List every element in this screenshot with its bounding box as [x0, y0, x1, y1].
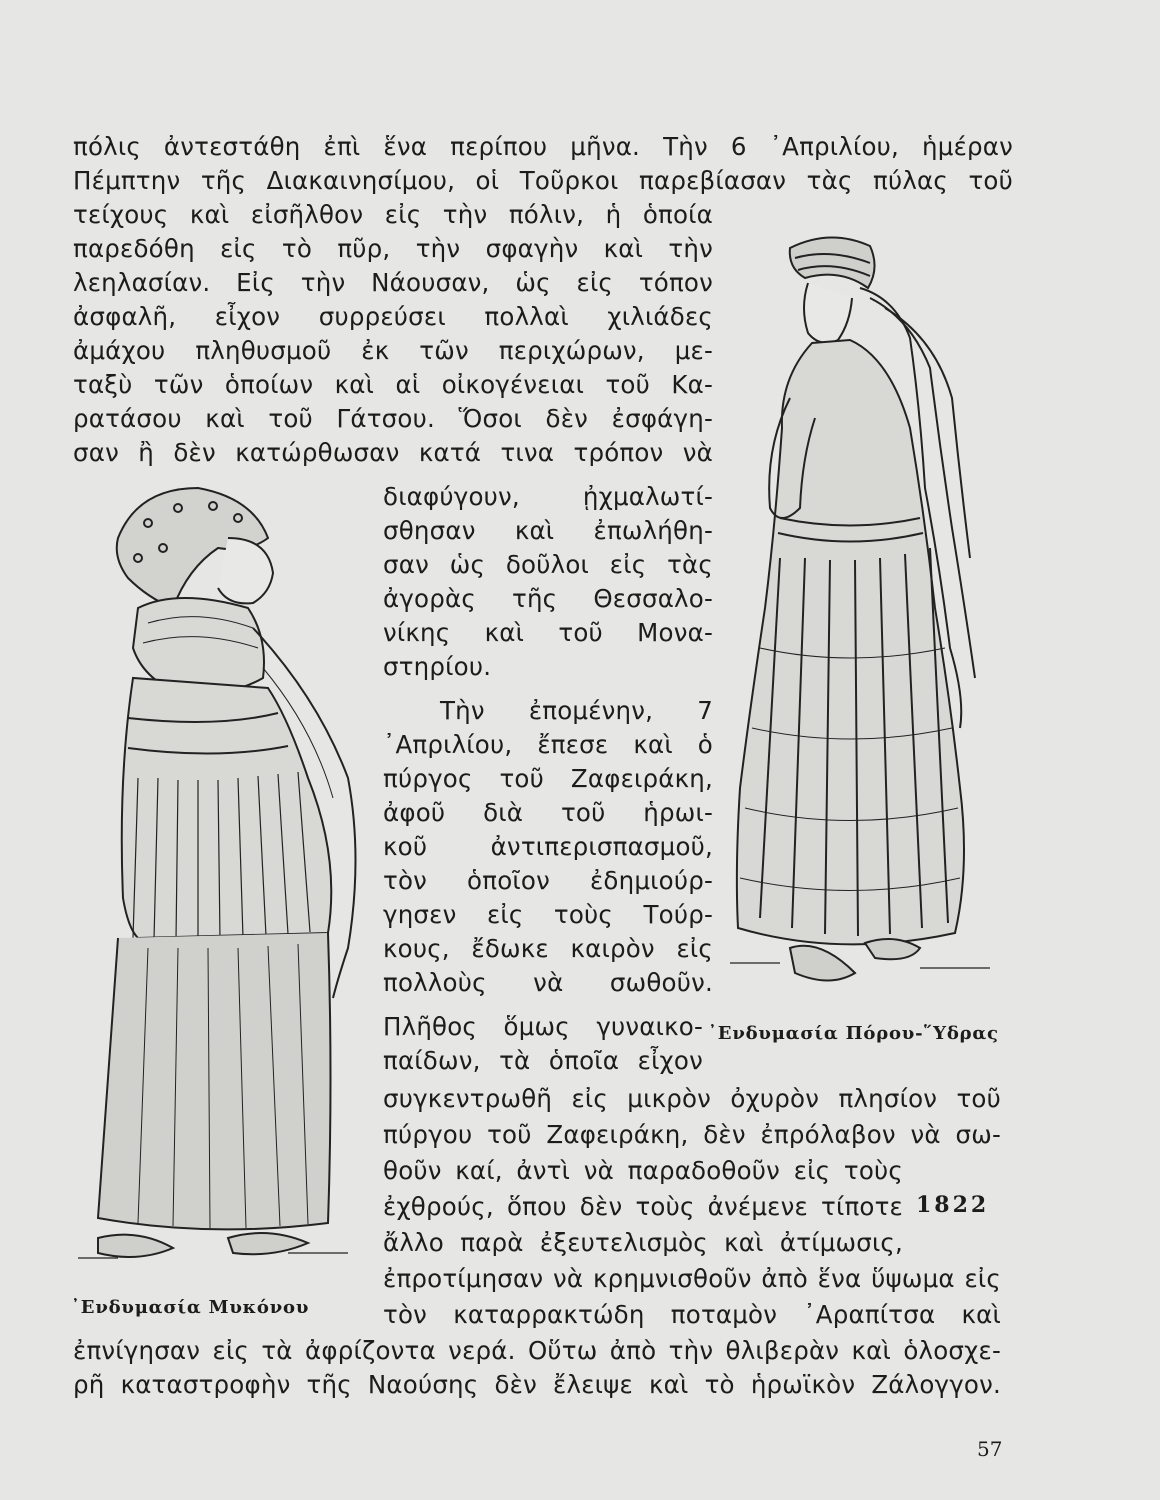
text-line: ἀμάχου πληθυσμοῦ ἐκ τῶν περιχώρων, με-: [73, 336, 713, 365]
text-line: ἀφοῦ διὰ τοῦ ἡρωι-: [383, 798, 713, 827]
page-number: 57: [977, 1437, 1003, 1461]
text-line: πόλις ἀντεστάθη ἐπὶ ἕνα περίπου μῆνα. Τὴν 6 ᾿Απριλίου, ἡμέραν: [73, 132, 1013, 161]
text-line: Πλῆθος ὅμως γυναικο-: [383, 1012, 703, 1041]
text-line: πύργος τοῦ Ζαφειράκη,: [383, 764, 713, 793]
text-line: παρεδόθη εἰς τὸ πῦρ, τὴν σφαγὴν καὶ τὴν: [73, 234, 713, 263]
margin-year: 1822: [916, 1192, 990, 1218]
text-line: ἀγορὰς τῆς Θεσσαλο-: [383, 584, 713, 613]
text-line: θοῦν καί, ἀντὶ νὰ παραδοθοῦν εἰς τοὺς: [383, 1156, 903, 1185]
text-line: παίδων, τὰ ὁποῖα εἶχον: [383, 1046, 703, 1075]
text-line: κοῦ ἀντιπερισπασμοῦ,: [383, 832, 713, 861]
text-line: ρῆ καταστροφὴν τῆς Ναούσης δὲν ἔλειψε καὶ τὸ ἡρωϊκὸν Ζάλογγον.: [73, 1370, 1001, 1399]
text-line: τὸν ὁποῖον ἐδημιούρ-: [383, 866, 713, 895]
text-line: λεηλασίαν. Εἰς τὴν Νάουσαν, ὡς εἰς τόπον: [73, 268, 713, 297]
text-line: σθησαν καὶ ἐπωλήθη-: [383, 516, 713, 545]
text-line: διαφύγουν, ᾐχμαλωτί-: [383, 482, 713, 511]
mykonos-costume-illustration: [78, 478, 378, 1278]
text-line: κους, ἔδωκε καιρὸν εἰς: [383, 934, 713, 963]
text-line: πολλοὺς νὰ σωθοῦν.: [383, 968, 713, 997]
text-line: ἐπνίγησαν εἰς τὰ ἀφρίζοντα νερά. Οὕτω ἀπὸ τὴν θλιβερὰν καὶ ὁλοσχε-: [73, 1336, 1001, 1365]
text-line: συγκεντρωθῆ εἰς μικρὸν ὀχυρὸν πλησίον τοῦ: [383, 1084, 1001, 1113]
text-line: ἐπροτίμησαν νὰ κρημνισθοῦν ἀπὸ ἕνα ὕψωμα εἰς: [383, 1264, 1001, 1293]
text-line: τὸν καταρρακτώδη ποταμὸν ᾿Αραπίτσα καὶ: [383, 1300, 1001, 1329]
text-line: ἄλλο παρὰ ἐξευτελισμὸς καὶ ἀτίμωσις,: [383, 1228, 903, 1257]
text-line: ᾿Απριλίου, ἔπεσε καὶ ὁ: [383, 730, 713, 759]
text-line: σαν ἢ δὲν κατώρθωσαν κατά τινα τρόπον νὰ: [73, 438, 713, 467]
text-line: ταξὺ τῶν ὁποίων καὶ αἱ οἰκογένειαι τοῦ Κα-: [73, 370, 713, 399]
poros-hydra-costume-illustration: [720, 228, 1010, 1008]
mykonos-caption: ᾿Ενδυμασία Μυκόνου: [71, 1297, 310, 1318]
text-line: στηρίου.: [383, 652, 492, 681]
poros-hydra-caption: ᾿Ενδυμασία Πόρου-῞Υδρας: [708, 1023, 999, 1044]
text-line: Πέμπτην τῆς Διακαινησίμου, οἱ Τοῦρκοι παρεβίασαν τὰς πύλας τοῦ: [73, 166, 1013, 195]
text-line: πύργου τοῦ Ζαφειράκη, δὲν ἐπρόλαβον νὰ σω-: [383, 1120, 1001, 1149]
text-line: Τὴν ἐπομένην, 7: [440, 696, 713, 725]
text-line: ρατάσου καὶ τοῦ Γάτσου. Ὅσοι δὲν ἐσφάγη-: [73, 404, 713, 433]
text-line: ἀσφαλῆ, εἶχον συρρεύσει πολλαὶ χιλιάδες: [73, 302, 713, 331]
text-line: σαν ὡς δοῦλοι εἰς τὰς: [383, 550, 713, 579]
text-line: γησεν εἰς τοὺς Τούρ-: [383, 900, 713, 929]
text-line: ἐχθρούς, ὅπου δὲν τοὺς ἀνέμενε τίποτε: [383, 1192, 903, 1221]
text-line: νίκης καὶ τοῦ Μονα-: [383, 618, 713, 647]
text-line: τείχους καὶ εἰσῆλθον εἰς τὴν πόλιν, ἡ ὁποία: [73, 200, 713, 229]
